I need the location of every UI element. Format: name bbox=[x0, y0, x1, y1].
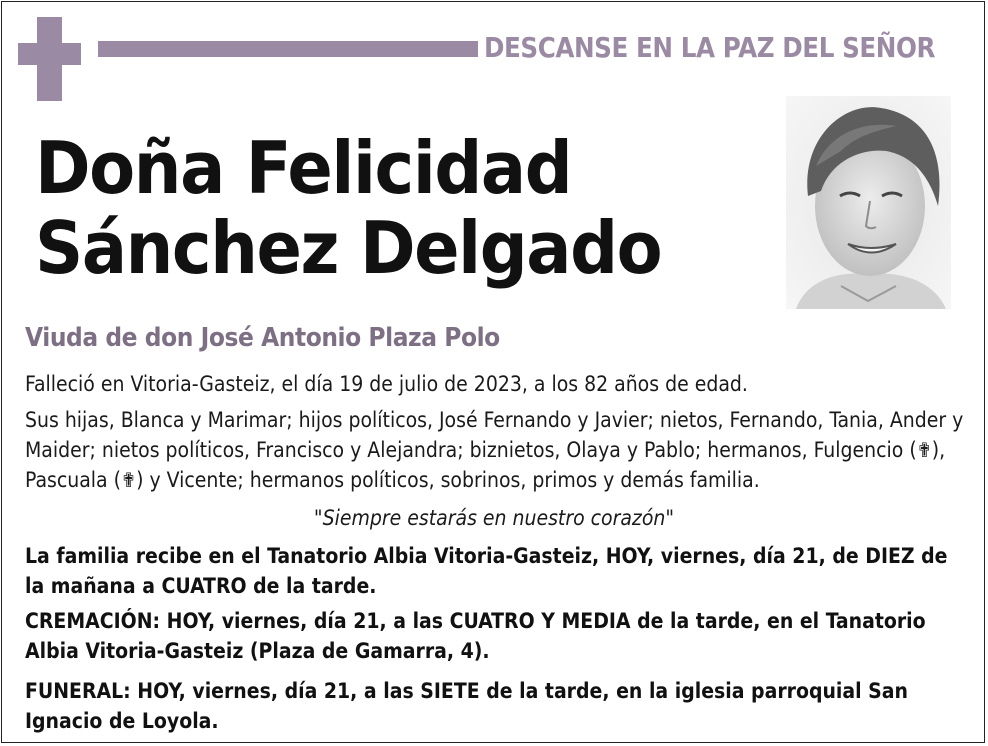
deceased-name-line1: Doña Felicidad bbox=[35, 126, 572, 210]
family-paragraph bbox=[25, 405, 965, 495]
deceased-name-line2: Sánchez Delgado bbox=[35, 206, 662, 290]
family-text-part1: Sus hijas, Blanca y Marimar; hijos políticos, José Fernando y Javier; nietos, Fernando, Tania, Ander y Maider; nietos políticos, Francisco y Alejandra; biznietos, Olaya y Pablo; hermanos, Fulgencio ( bbox=[25, 408, 964, 462]
cross-icon: ✟ bbox=[916, 438, 932, 462]
funeral-info: FUNERAL: HOY, viernes, día 21, a las SIETE de la tarde, en la iglesia parroquial San Ignacio de Loyola. bbox=[25, 679, 908, 733]
portrait-photo bbox=[786, 96, 951, 309]
deceased-name bbox=[35, 128, 723, 288]
family-text-part3: ) y Vicente; hermanos políticos, sobrinos, primos y demás familia. bbox=[136, 468, 760, 492]
reception-info: La familia recibe en el Tanatorio Albia Vitoria-Gasteiz, HOY, viernes, día 21, de DIEZ de la mañana a CUATRO de la tarde. bbox=[25, 544, 948, 598]
cremation-info: CREMACIÓN: HOY, viernes, día 21, a las CUATRO Y MEDIA de la tarde, en el Tanatorio Albia Vitoria-Gasteiz (Plaza de Gamarra, 4). bbox=[25, 609, 926, 663]
memorial-quote: "Siempre estarás en nuestro corazón" bbox=[313, 506, 675, 530]
family-text-part2: ), Pascuala ( bbox=[25, 438, 946, 492]
spouse-line: Viuda de don José Antonio Plaza Polo bbox=[25, 323, 500, 353]
death-notice: Falleció en Vitoria-Gasteiz, el día 19 de julio de 2023, a los 82 años de edad. bbox=[25, 372, 748, 396]
header-rule bbox=[98, 41, 478, 57]
cross-icon: ✟ bbox=[121, 468, 137, 492]
header-title: DESCANSE EN LA PAZ DEL SEÑOR bbox=[484, 31, 936, 64]
